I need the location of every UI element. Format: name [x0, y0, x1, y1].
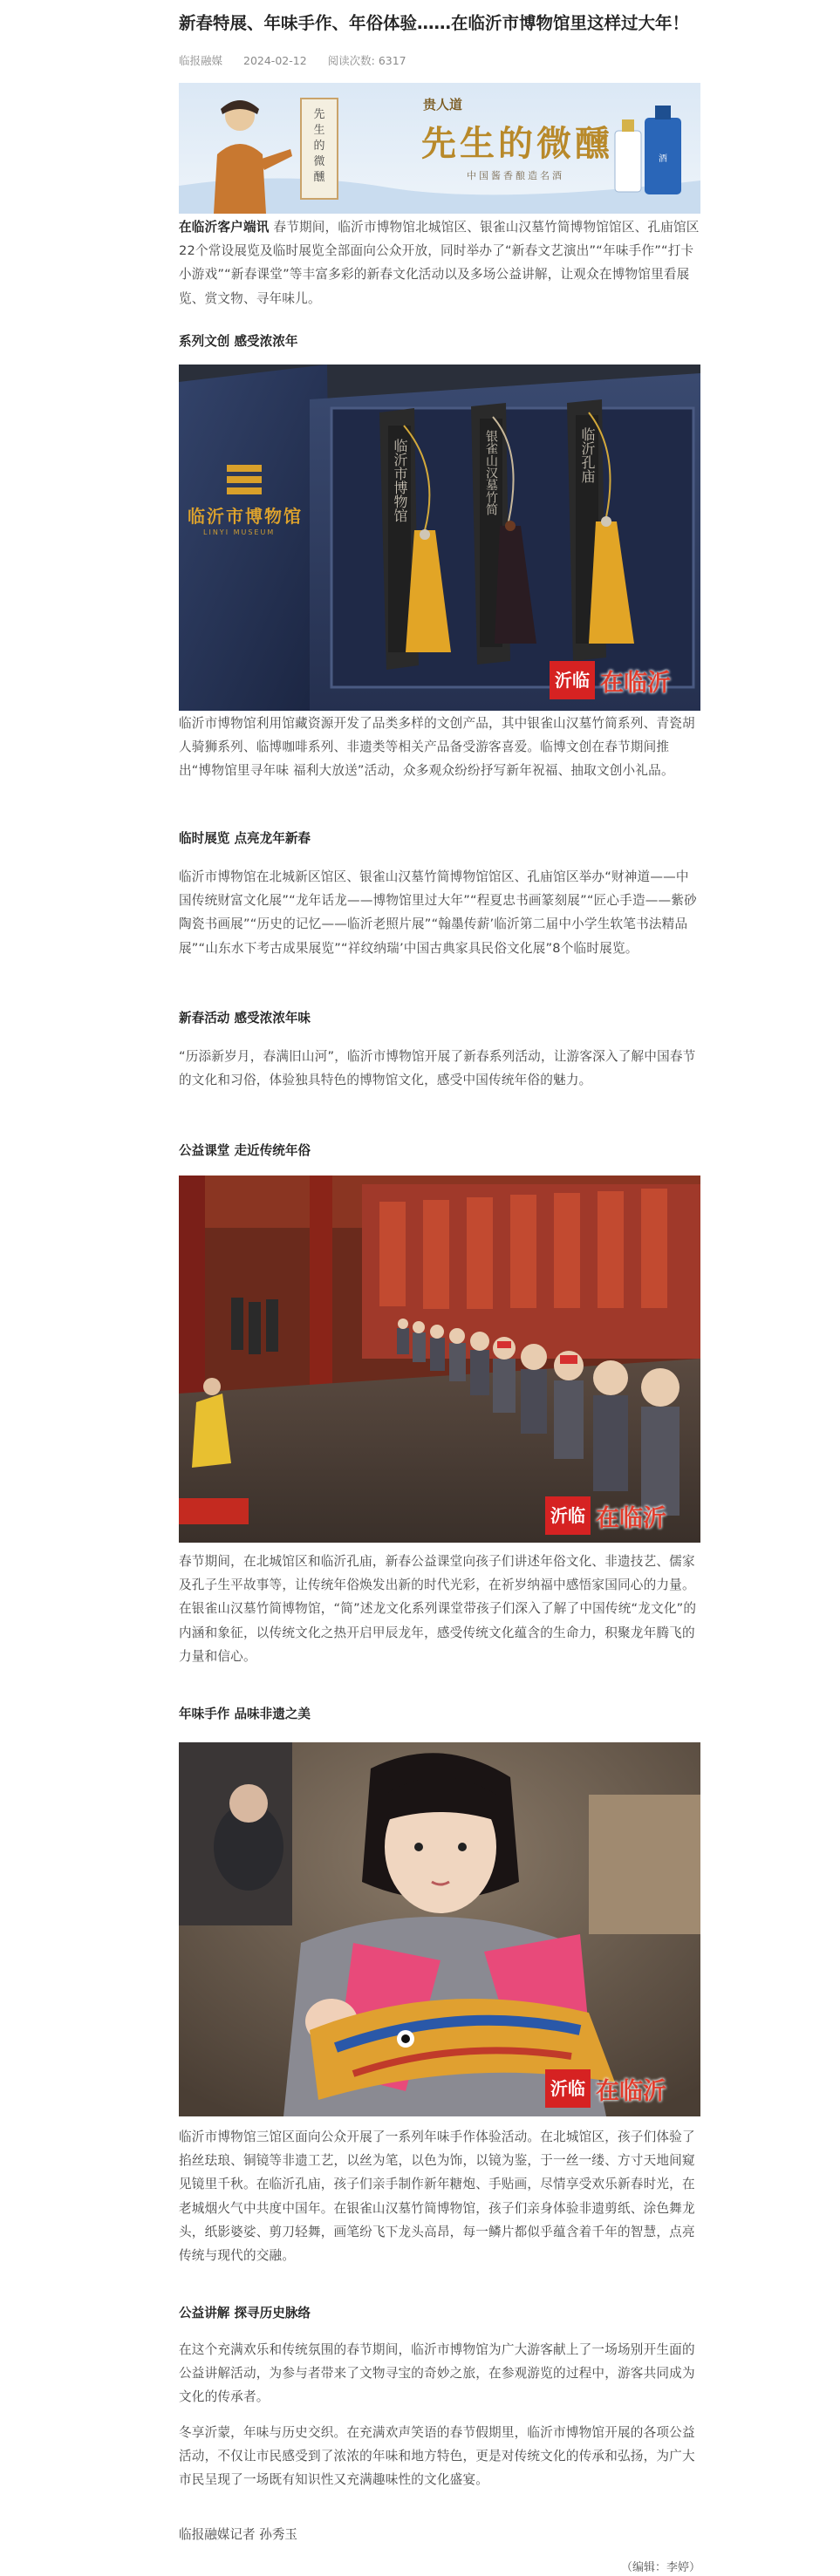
dateline: 在临沂客户端讯: [179, 220, 270, 235]
section-heading-exhibition: 临时展览 点亮龙年新春: [179, 831, 311, 846]
article-source[interactable]: 临报融媒: [179, 54, 223, 67]
section-heading-handcraft: 年味手作 品味非遗之美: [179, 1707, 311, 1721]
ad-tagline: 中国酱香酿造名酒: [467, 170, 564, 181]
ad-slogan: 先生的微醺: [421, 123, 613, 164]
watermark: [550, 661, 671, 699]
ad-brand-small: 贵人道: [423, 97, 463, 112]
bookmark-3-text: 临沂孔庙: [579, 427, 596, 483]
svg-text:先: 先: [313, 108, 325, 121]
gift-box-illustration: [179, 365, 700, 711]
handcraft-illustration: [179, 1742, 700, 2116]
intro-text: 春节期间，临沂市博物馆北城馆区、银雀山汉墓竹简博物馆馆区、孔庙馆区22个常设展览及临时展览全部面向公众开放，同时举办了“新春文艺演出”“年味手作”“打卡小游戏”“新春课堂”等丰富多彩的新春文化活动以及多场公益讲解，让观众在博物馆里看展览、赏文物、寻年味儿。: [179, 220, 700, 306]
section-heading-wenchuang: 系列文创 感受浓浓年: [179, 334, 298, 349]
paragraph-handcraft: 临沂市博物馆三馆区面向公众开展了一系列年味手作体验活动。在北城馆区，孩子们体验了掐丝珐琅、铜镜等非遗工艺，以丝为笔，以色为饰，以镜为鉴，于一丝一缕、方寸天地间窥见镜里千秋。在临沂孔庙，孩子们亲手制作新年糖炮、手贴画，尽情享受欢乐新春时光，在老城烟火气中共度中国年。在银雀山汉墓竹简博物馆，孩子们亲身体验非遗剪纸、涂色舞龙头，纸影婆娑、剪刀轻舞，画笔纷飞下龙头高昂，每一鳞片都似乎蕴含着千年的智慧，点亮传统与现代的交融。: [179, 2130, 695, 2264]
paragraph-activities: “历添新岁月，春满旧山河”，临沂市博物馆开展了新春系列活动，让游客深入了解中国春节的文化和习俗，体验独具特色的博物馆文化，感受中国传统年俗的魅力。: [179, 1049, 696, 1088]
article-date: 2024-02-12: [243, 54, 307, 67]
watermark-text: 在临沂: [596, 1504, 666, 1532]
paragraph-wenchuang: 临沂市博物馆利用馆藏资源开发了品类多样的文创产品，其中银雀山汉墓竹简系列、青瓷胡人骑狮系列、临博咖啡系列、非遗类等相关产品备受游客喜爱。临博文创在春节期间推出“博物馆里寻年味 福利大放送”活动，众多观众纷纷抒写新年祝福、抽取文创小礼品。: [179, 716, 695, 779]
editor-credit: （编辑：李婷）: [620, 2561, 700, 2574]
paragraph-class: 春节期间，在北城馆区和临沂孔庙，新春公益课堂向孩子们讲述年俗文化、非遗技艺、儒家及孔子生平故事等，让传统年俗焕发出新的时代光彩，在祈岁纳福中感悟家国同心的力量。在银雀山汉墓竹简博物馆，“简”述龙文化系列课堂带孩子们深入了解了中国传统“龙文化”的内涵和象征，以传统文化之热开启甲辰龙年，感受传统文化蕴含的生命力，积聚龙年腾飞的力量和信心。: [179, 1554, 697, 1664]
watermark-text: 在临沂: [596, 2077, 666, 2105]
paragraph-closing: 冬享沂蒙，年味与历史交织。在充满欢声笑语的春节假期里，临沂市博物馆开展的各项公益活动，不仅让市民感受到了浓浓的年味和地方特色，更是对传统文化的传承和弘扬，为广大市民呈现了一场既有知识性又充满趣味性的文化盛宴。: [179, 2425, 695, 2488]
photo-temple-class: [179, 1176, 700, 1543]
article-meta: [179, 52, 424, 68]
section-heading-activities: 新春活动 感受浓浓年味: [179, 1011, 311, 1026]
section-heading-guide: 公益讲解 探寻历史脉络: [179, 2306, 311, 2320]
svg-text:酒: 酒: [659, 154, 667, 164]
watermark-text: 在临沂: [600, 669, 671, 697]
museum-box-label: 临沂市博物馆: [188, 506, 303, 527]
reporter-credit: 临报融媒记者 孙秀玉: [179, 2527, 297, 2542]
paragraph-guide: 在这个充满欢乐和传统氛围的春节期间，临沂市博物馆为广大游客献上了一场场别开生面的公益讲解活动，为参与者带来了文物寻宝的奇妙之旅，在参观游览的过程中，游客共同成为文化的传承者。: [179, 2342, 695, 2405]
watermark-logo: 沂临: [545, 1496, 591, 1535]
ad-banner[interactable]: [179, 83, 700, 214]
photo-handcraft: [179, 1742, 700, 2116]
article-title: 新春特展、年味手作、年俗体验……在临沂市博物馆里这样过大年！: [179, 13, 690, 33]
watermark: [545, 1496, 666, 1535]
section-heading-class: 公益课堂 走近传统年俗: [179, 1143, 311, 1158]
watermark: [545, 2069, 666, 2108]
paragraph-exhibitions: 临沂市博物馆在北城新区馆区、银雀山汉墓竹简博物馆馆区、孔庙馆区举办“财神道——中国传统财富文化展”“龙年话龙——博物馆里过大年”“程夏忠书画篆刻展”“匠心手造——紫砂陶瓷书画展”“历史的记忆——临沂老照片展”“翰墨传薪’临沂第二届中小学生软笔书法精品展”“山东水下考古成果展览”“祥纹纳瑞’中国古典家具民俗文化展”8个临时展览。: [179, 869, 697, 956]
read-count: 阅读次数: 6317: [327, 54, 406, 67]
svg-text:微: 微: [313, 155, 325, 168]
bookmark-1-text: 临沂市博物馆: [392, 439, 408, 522]
watermark-logo: 沂临: [550, 661, 595, 699]
photo-gift-box: [179, 365, 700, 711]
svg-text:醺: 醺: [313, 171, 325, 184]
bookmark-2-text: 银雀山汉墓竹简: [484, 430, 498, 515]
svg-text:生: 生: [313, 124, 325, 137]
watermark-logo: 沂临: [545, 2069, 591, 2108]
intro-paragraph: [179, 215, 700, 310]
temple-class-illustration: [179, 1176, 700, 1543]
museum-box-sub: LINYI MUSEUM: [203, 528, 276, 536]
svg-text:的: 的: [313, 140, 325, 153]
